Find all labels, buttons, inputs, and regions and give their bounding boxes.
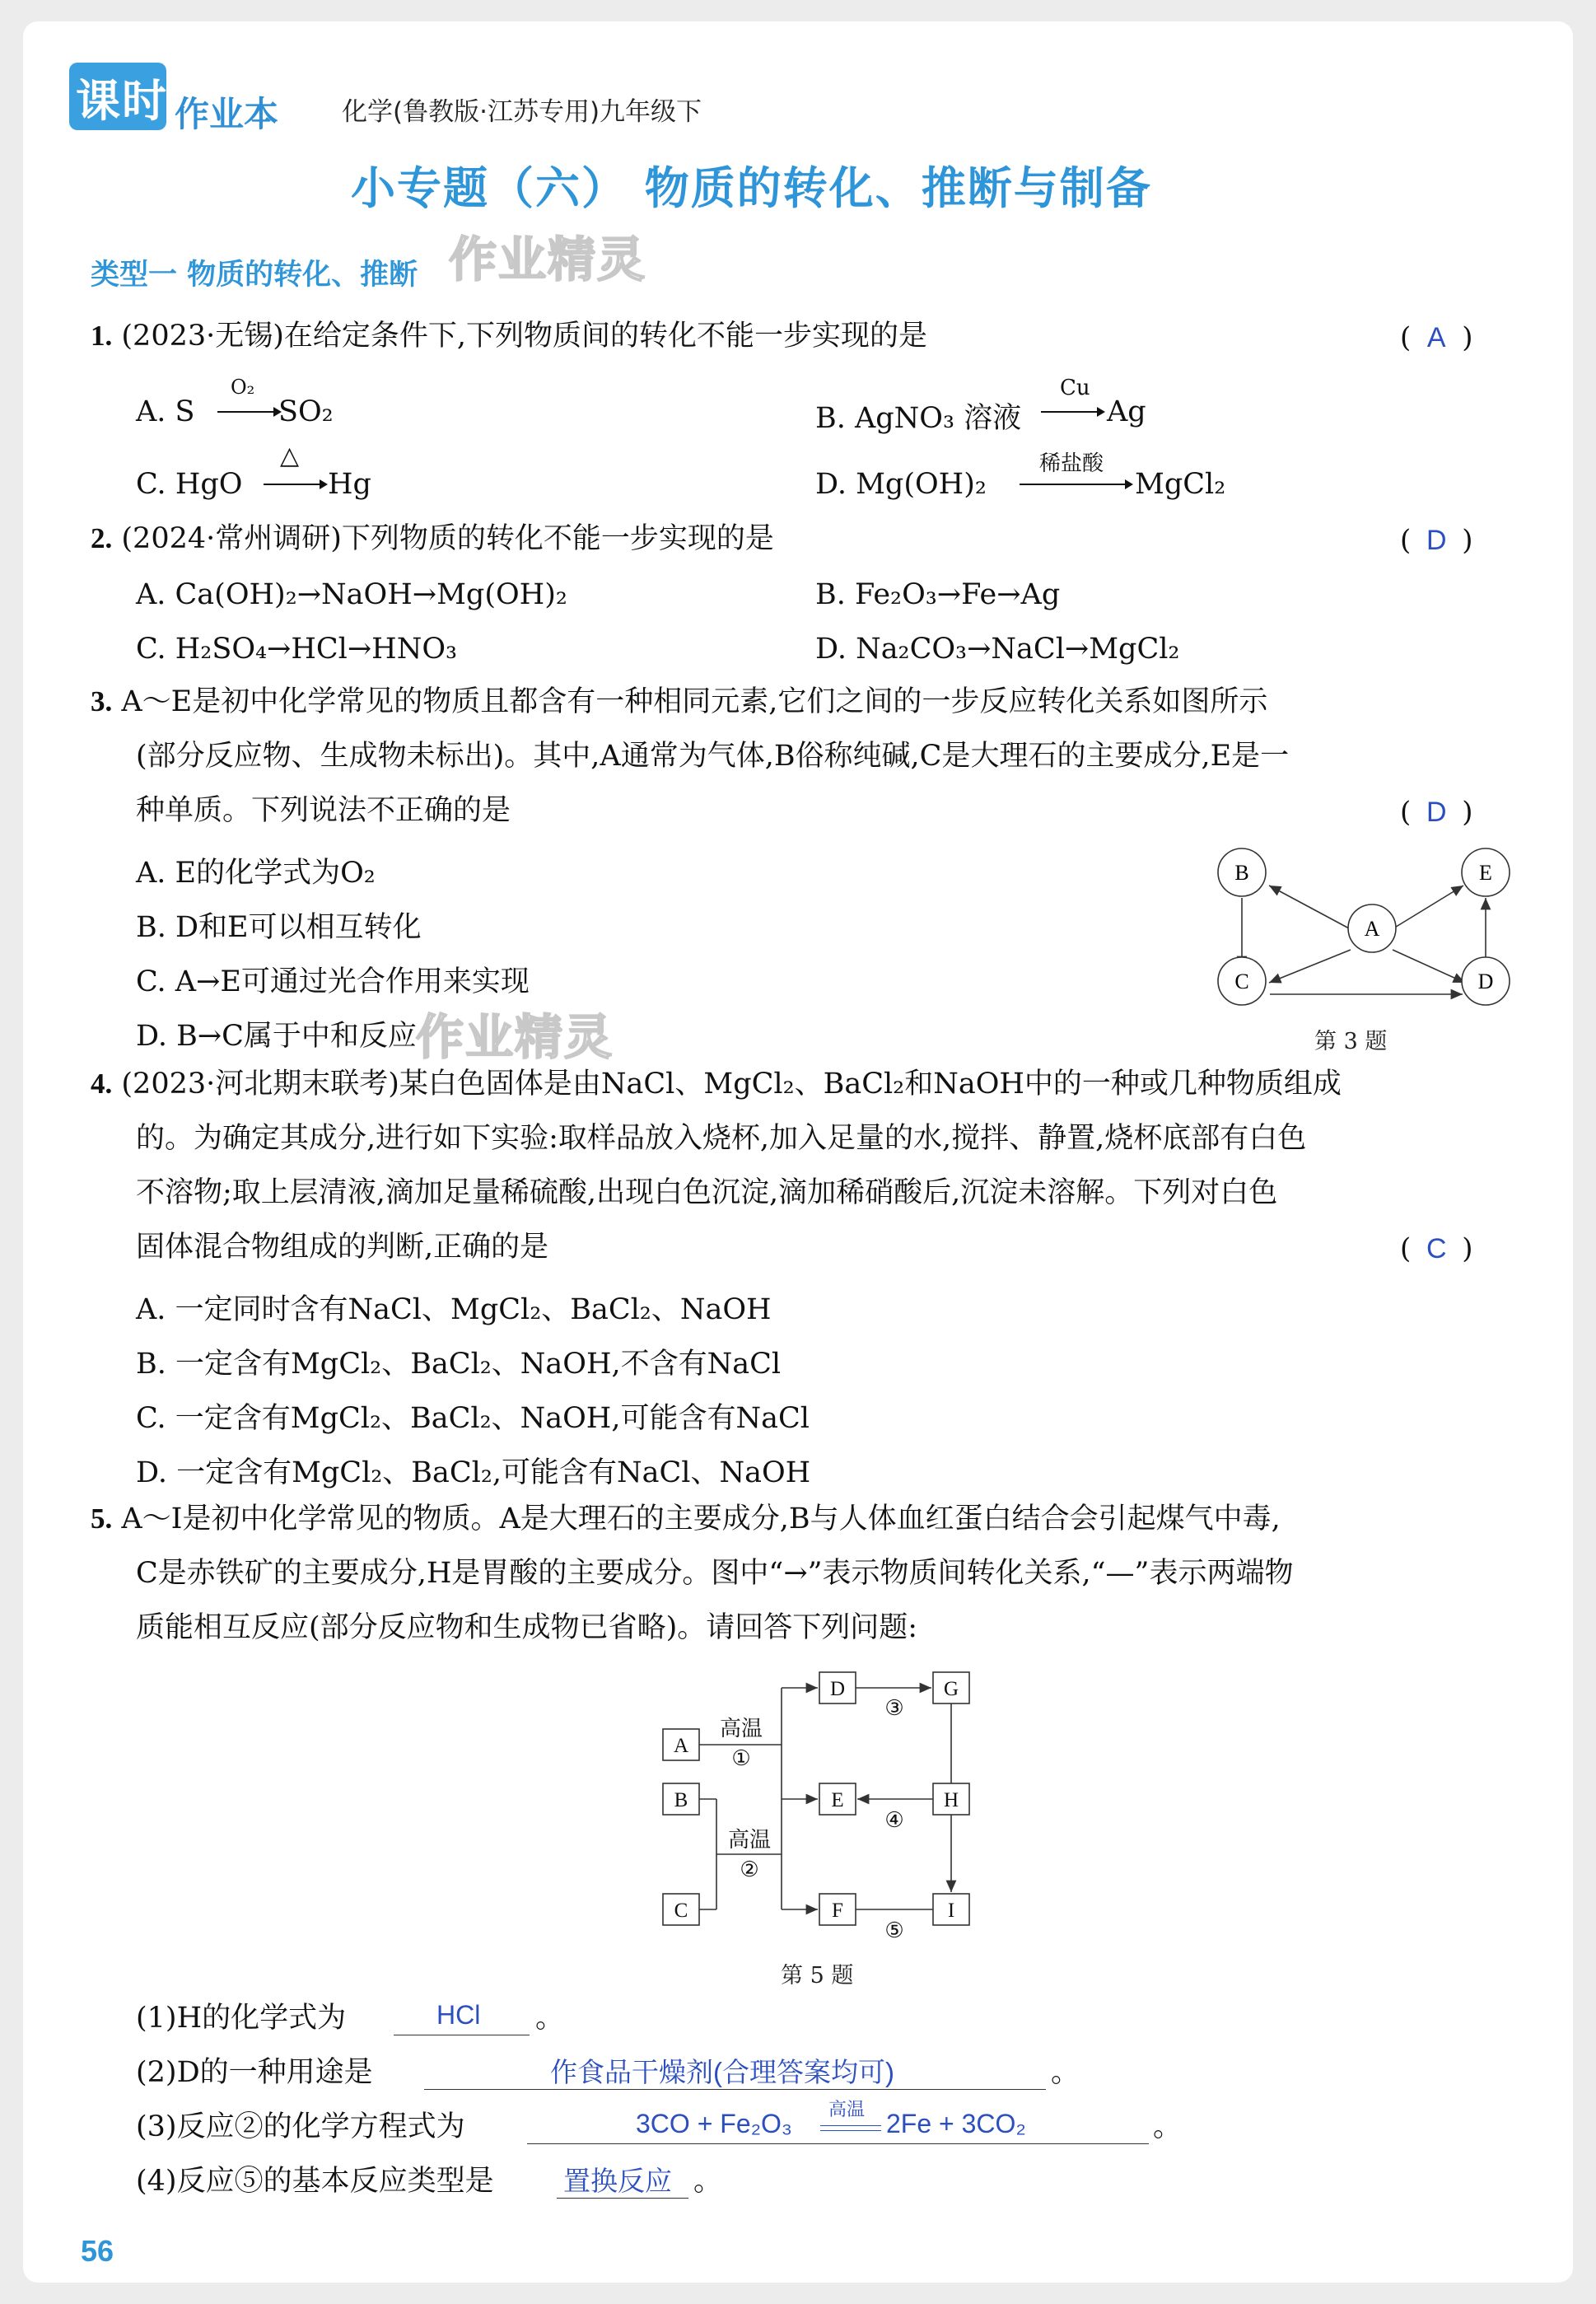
- period: 。: [693, 2165, 723, 2198]
- reaction-arrow: [1039, 404, 1105, 420]
- node-label: C: [674, 1900, 688, 1922]
- q5-sub3-answer-left: 3CO + Fe₂O₃: [636, 2109, 792, 2138]
- reaction-number: ⑤: [884, 1918, 904, 1942]
- q4-option-d: D. 一定含有MgCl₂、BaCl₂,可能含有NaCl、NaOH: [136, 1456, 811, 1489]
- watermark: 作业精灵: [416, 1009, 614, 1065]
- q2-option-d: D. Na₂CO₃→NaCl→MgCl₂: [815, 633, 1180, 666]
- q2-option-b: B. Fe₂O₃→Fe→Ag: [815, 578, 1061, 611]
- logo-sub: 作业本: [175, 94, 279, 134]
- page-number: 56: [81, 2234, 114, 2268]
- q3-figure-caption: 第 3 题: [1314, 1029, 1388, 1054]
- question-3-line2: (部分反应物、生成物未标出)。其中,A通常为气体,B俗称纯碱,C是大理石的主要成分,E是一: [136, 740, 1290, 773]
- reaction-arrow: [216, 404, 282, 420]
- q5-sub1-answer: HCl: [436, 2000, 481, 2030]
- q5-sub2-answer: 作食品干燥剂(合理答案均可): [550, 2057, 894, 2087]
- q1-b-product: Ag: [1107, 395, 1146, 428]
- q5-sub3-answer-right: 2Fe + 3CO₂: [886, 2109, 1026, 2138]
- logo-main: 课时: [76, 75, 168, 127]
- q5-sub3-condition: 高温: [828, 2099, 866, 2119]
- q3-option-c: C. A→E可通过光合作用来实现: [136, 965, 530, 998]
- q5-sub4-answer: 置换反应: [563, 2166, 672, 2196]
- period: 。: [1153, 2110, 1183, 2143]
- reaction-number: ③: [884, 1696, 904, 1720]
- reaction-number: ①: [731, 1746, 751, 1770]
- q5-sub2-text: (2)D的一种用途是: [136, 2056, 373, 2089]
- q5-figure-caption: 第 5 题: [781, 1963, 854, 1989]
- reaction-arrow: [1018, 476, 1133, 493]
- node-label: D: [1477, 970, 1494, 993]
- equals-bar: [820, 2125, 881, 2126]
- question-4-line2: 的。为确定其成分,进行如下实验:取样品放入烧杯,加入足量的水,搅拌、静置,烧杯底部有白色: [136, 1122, 1307, 1155]
- q5-sub1-text: (1)H的化学式为: [136, 2002, 347, 2035]
- node-label: E: [1479, 861, 1492, 885]
- node-label: A: [1364, 917, 1380, 941]
- question-4-line1: 4. (2023·河北期末联考)某白色固体是由NaCl、MgCl₂、BaCl₂和NaOH中的一种或几种物质组成: [91, 1068, 1342, 1101]
- q1-c-product: Hg: [328, 468, 371, 501]
- question-5-line3: 质能相互反应(部分反应物和生成物已省略)。请回答下列问题:: [136, 1611, 918, 1644]
- q1-option-d: D. Mg(OH)₂: [815, 468, 987, 501]
- node-label: E: [831, 1789, 844, 1811]
- arrow-a-b: [1269, 886, 1349, 928]
- q2-option-c: C. H₂SO₄→HCl→HNO₃: [136, 633, 458, 666]
- question-4-line3: 不溶物;取上层清液,滴加足量稀硫酸,出现白色沉淀,滴加稀硝酸后,沉淀未溶解。下列对白色: [136, 1176, 1278, 1209]
- condition-label: 高温: [727, 1828, 772, 1852]
- question-3-answer: ( D ): [1400, 796, 1473, 829]
- q3-option-a: A. E的化学式为O₂: [136, 857, 376, 890]
- node-label: C: [1234, 970, 1249, 993]
- condition-label: 高温: [719, 1717, 763, 1741]
- q5-diagram: [651, 1656, 996, 1977]
- arrow-a-c: [1269, 950, 1351, 983]
- arrow-a-d: [1393, 950, 1465, 983]
- question-3-line3: 种单质。下列说法不正确的是: [136, 794, 511, 827]
- q4-option-a: A. 一定同时含有NaCl、MgCl₂、BaCl₂、NaOH: [136, 1293, 772, 1326]
- q1-d-product: MgCl₂: [1135, 468, 1226, 501]
- node-label: H: [943, 1789, 959, 1811]
- node-label: F: [832, 1900, 843, 1922]
- question-2-stem: 2. (2024·常州调研)下列物质的转化不能一步实现的是: [91, 522, 774, 555]
- watermark: 作业精灵: [449, 231, 647, 287]
- q1-b-condition: Cu: [1060, 376, 1090, 400]
- question-5-line1: 5. A～I是初中化学常见的物质。A是大理石的主要成分,B与人体血红蛋白结合会引起煤气中毒,: [91, 1503, 1281, 1535]
- period: 。: [535, 2002, 565, 2035]
- question-1-answer: ( A ): [1400, 321, 1473, 354]
- q3-option-d: D. B→C属于中和反应: [136, 1020, 417, 1053]
- node-label: A: [673, 1735, 689, 1757]
- node-label: G: [943, 1678, 959, 1700]
- reaction-arrow: [262, 476, 328, 493]
- page-title: 小专题（六） 物质的转化、推断与制备: [351, 162, 1152, 214]
- answer-blank: [527, 2143, 1149, 2144]
- section-heading: 类型一 物质的转化、推断: [91, 259, 418, 292]
- q1-d-condition: 稀盐酸: [1039, 451, 1104, 476]
- q1-c-condition: △: [280, 442, 300, 470]
- q1-option-b: B. AgNO₃ 溶液: [815, 402, 1022, 435]
- q5-sub3-text: (3)反应②的化学方程式为: [136, 2110, 465, 2143]
- question-3-line1: 3. A～E是初中化学常见的物质且都含有一种相同元素,它们之间的一步反应转化关系如图所示: [91, 685, 1268, 718]
- question-2-answer: ( D ): [1400, 524, 1473, 557]
- q1-a-product: SO₂: [278, 395, 334, 428]
- equals-bar: [820, 2130, 881, 2131]
- q4-option-c: C. 一定含有MgCl₂、BaCl₂、NaOH,可能含有NaCl: [136, 1402, 810, 1435]
- q1-option-a: A. S: [136, 395, 195, 428]
- q5-sub4-text: (4)反应⑤的基本反应类型是: [136, 2165, 494, 2198]
- node-label: B: [1234, 861, 1249, 885]
- question-4-answer: ( C ): [1400, 1232, 1473, 1265]
- question-5-line2: C是赤铁矿的主要成分,H是胃酸的主要成分。图中“→”表示物质间转化关系,“—”表示两端物: [136, 1557, 1294, 1590]
- q3-option-b: B. D和E可以相互转化: [136, 911, 422, 944]
- q2-option-a: A. Ca(OH)₂→NaOH→Mg(OH)₂: [136, 578, 567, 611]
- q4-option-b: B. 一定含有MgCl₂、BaCl₂、NaOH,不含有NaCl: [136, 1348, 782, 1381]
- question-1-stem: 1. (2023·无锡)在给定条件下,下列物质间的转化不能一步实现的是: [91, 320, 928, 353]
- question-4-line4: 固体混合物组成的判断,正确的是: [136, 1231, 549, 1264]
- q1-a-condition: O₂: [231, 376, 255, 399]
- arrow-a-e: [1393, 886, 1463, 928]
- q1-option-c: C. HgO: [136, 468, 243, 501]
- period: 。: [1051, 2056, 1080, 2089]
- q3-diagram: [1202, 836, 1515, 1034]
- node-label: B: [674, 1789, 688, 1811]
- subject-label: 化学(鲁教版·江苏专用)九年级下: [342, 97, 702, 127]
- node-label: D: [829, 1678, 846, 1700]
- node-label: I: [947, 1900, 955, 1922]
- reaction-number: ④: [884, 1808, 904, 1832]
- reaction-number: ②: [740, 1858, 759, 1881]
